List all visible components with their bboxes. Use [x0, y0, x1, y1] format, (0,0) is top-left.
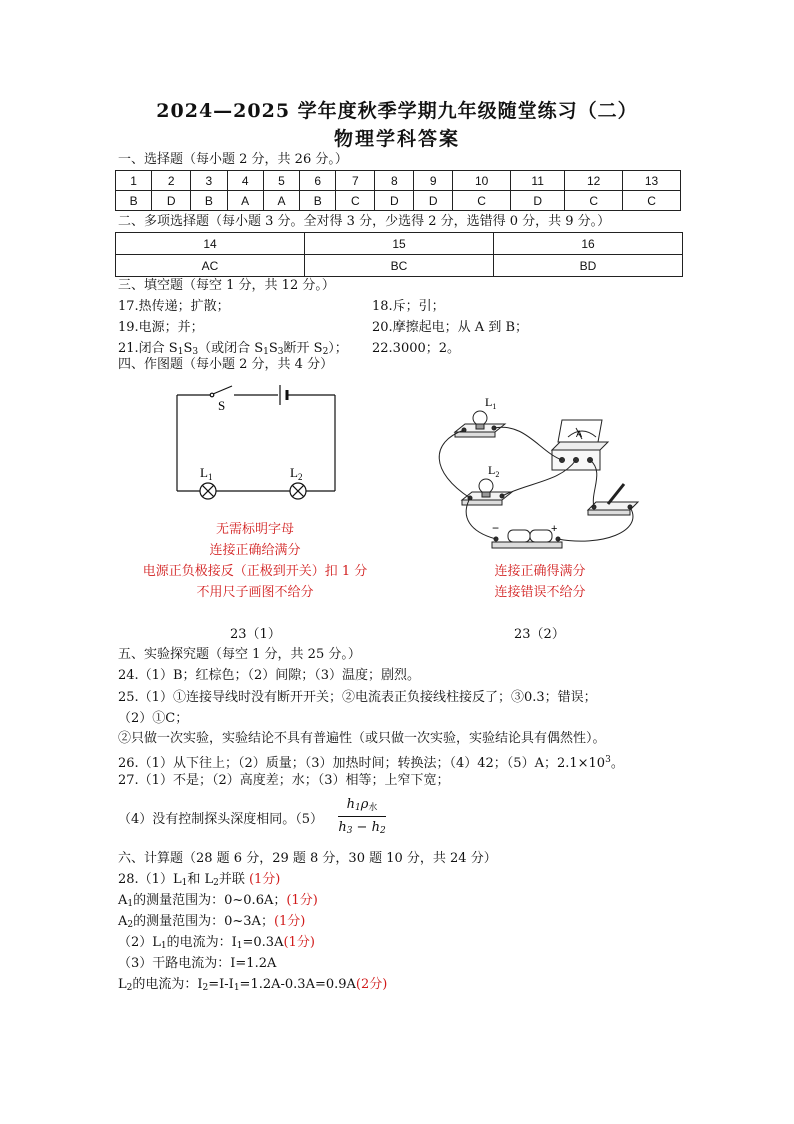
section2-table: [115, 232, 683, 277]
question-number: 7: [336, 171, 375, 191]
answer-cell: C: [623, 191, 681, 211]
question-number: 8: [375, 171, 414, 191]
question-number: 2: [152, 171, 191, 191]
page-subtitle: 物理学科答案: [333, 128, 460, 150]
text-run: =0.3A: [242, 935, 284, 950]
grading-note: 无需标明字母: [215, 522, 294, 537]
section1-number-row: [116, 171, 681, 191]
physical-circuit-23-2: [430, 392, 650, 562]
ammeter-top: [552, 442, 608, 450]
subscript: 1: [263, 347, 269, 357]
battery-cell: [530, 530, 552, 542]
text-run: 的电流为：I: [132, 977, 203, 992]
symbol: h: [338, 820, 347, 835]
answer-q25-line3: ②只做一次实验，实验结论不具有普遍性（或只做一次实验，实验结论具有偶然性）。: [118, 731, 606, 746]
text-run: ）；: [328, 341, 348, 356]
answer-cell: B: [300, 191, 336, 211]
score-mark: (1分): [273, 914, 306, 929]
battery-plus: +: [551, 523, 558, 535]
calc-line-5: （3）干路电流为：I=1.2A: [118, 956, 277, 971]
subscript: 1: [181, 878, 188, 888]
subscript: 2: [322, 347, 329, 357]
lamp1-label: [485, 395, 496, 411]
grading-note: 连接正确得满分: [494, 564, 586, 579]
label-letter: L: [290, 465, 298, 480]
score-mark: (2分): [355, 977, 388, 992]
formula-denominator: [336, 820, 388, 836]
section2-heading: 二、多项选择题（每小题 3 分。全对得 3 分，少选得 2 分，选错得 0 分，共 9 分。）: [118, 214, 611, 229]
answer-cell: D: [414, 191, 453, 211]
text-run: =1.2A-0.3A=0.9A: [239, 977, 356, 992]
ammeter-label: A: [576, 429, 583, 439]
bulb-icon: [473, 411, 487, 425]
text-run: 26.（1）从下往上；（2）质量；（3）加热时间；转换法；（4）42；（5）A；2.1×10: [118, 756, 606, 771]
subscript: 1: [233, 983, 240, 993]
subscript: 2: [127, 920, 134, 930]
text-run: （2）L: [118, 935, 161, 950]
question-number: 16: [494, 233, 683, 255]
subscript: 2: [126, 983, 133, 993]
answer-cell: A: [227, 191, 263, 211]
lamp1-base-side: [455, 432, 495, 437]
bulb-socket: [476, 424, 484, 429]
question-number: 14: [116, 233, 305, 255]
text-run: S: [268, 341, 278, 356]
text-run: 。: [610, 756, 624, 771]
answer-cell: B: [191, 191, 227, 211]
text-run: 并联: [218, 872, 249, 887]
question-number: 11: [511, 171, 565, 191]
score-mark: (1分): [283, 935, 315, 950]
text-run: A: [118, 893, 128, 908]
battery-cell: [508, 530, 530, 542]
score-mark: (1分): [286, 893, 318, 908]
wire: [439, 430, 470, 498]
switch-icon: [608, 484, 624, 504]
answer-q17: 17.热传递；扩散；: [118, 299, 230, 314]
lamp1-label: [200, 465, 212, 482]
grading-note: 不用尺子画图不给分: [196, 585, 314, 600]
answer-cell: D: [152, 191, 191, 211]
question-number: 15: [305, 233, 494, 255]
answer-cell: B: [116, 191, 152, 211]
calc-line-2: [118, 892, 318, 913]
answer-cell: BD: [494, 255, 683, 277]
question-number: 1: [116, 171, 152, 191]
section5-heading: 五、实验探究题（每空 1 分，共 25 分。）: [118, 647, 361, 662]
battery-minus: −: [492, 521, 500, 535]
section1-heading: 一、选择题（每小题 2 分，共 26 分。）: [118, 152, 348, 167]
grading-note: 电源正负极接反（正极到开关）扣 1 分: [142, 564, 368, 579]
subscript: 1: [354, 803, 361, 813]
symbol: ρ: [360, 797, 369, 812]
calc-line-3: [118, 913, 305, 934]
subscript: 3: [277, 347, 284, 357]
answer-cell: BC: [305, 255, 494, 277]
answer-cell: AC: [116, 255, 305, 277]
symbol: − h: [352, 820, 380, 835]
circuit-diagram-23-1: [160, 380, 350, 510]
subscript: 3: [192, 347, 199, 357]
section1-answer-row: [116, 191, 681, 211]
subscript: 1: [160, 941, 167, 951]
question-number: 12: [565, 171, 623, 191]
text-run: =I-I: [208, 977, 234, 992]
subscript: 1: [236, 941, 243, 951]
section4-heading: 四、作图题（每小题 2 分，共 4 分）: [118, 357, 334, 372]
section2-answer-row: [116, 255, 683, 277]
answer-cell: C: [336, 191, 375, 211]
answer-q18: 18.斥；引；: [372, 299, 445, 314]
text-run: S: [183, 341, 193, 356]
text-run: 21.闭合 S: [118, 341, 178, 356]
text-run: 的测量范围为：0~3A；: [133, 914, 274, 929]
question-number: 6: [300, 171, 336, 191]
answer-q25-line2: （2）①C；: [118, 711, 189, 726]
text-run: A: [118, 914, 128, 929]
question-number: 9: [414, 171, 453, 191]
section1-table: [115, 170, 681, 211]
lamp2-label: [488, 463, 499, 479]
question-number: 3: [191, 171, 227, 191]
answer-cell: D: [375, 191, 414, 211]
answer-cell: A: [263, 191, 299, 211]
answer-q26: [118, 751, 624, 773]
subscript: 1: [127, 899, 134, 909]
subscript: 1: [177, 347, 184, 357]
subscript: 2: [202, 983, 209, 993]
text-run: 和 L: [187, 872, 214, 887]
text-run: 28.（1）L: [118, 872, 182, 887]
text-run: 断开 S: [283, 341, 323, 356]
answer-cell: D: [511, 191, 565, 211]
label-letter: L: [488, 463, 496, 477]
diagram-caption: 23（2）: [514, 627, 565, 642]
label-letter: L: [485, 395, 493, 409]
calc-line-6: [118, 976, 387, 997]
switch-label: S: [218, 398, 226, 413]
lamp2-label: [290, 465, 302, 482]
subscript: 3: [346, 826, 353, 836]
answer-q24: 24.（1）B；红棕色；（2）间隙；（3）温度；剧烈。: [118, 668, 421, 683]
answer-q27-line2: （4）没有控制探头深度相同。（5）: [118, 812, 324, 827]
grading-note: 连接错误不给分: [494, 585, 586, 600]
text-run: L: [118, 977, 127, 992]
subscript: 水: [368, 803, 378, 813]
label-subscript: 2: [495, 470, 500, 479]
superscript: 3: [605, 755, 611, 765]
question-number: 10: [453, 171, 511, 191]
answer-q27-line1: 27.（1）不是；（2）高度差；水；（3）相等；上窄下宽；: [118, 773, 450, 788]
calc-line-1: [118, 871, 280, 892]
diagram-caption: 23（1）: [230, 627, 281, 642]
subscript: 2: [379, 826, 386, 836]
score-mark: (1分): [248, 872, 281, 887]
question-number: 4: [227, 171, 263, 191]
bulb-icon: [479, 479, 493, 493]
label-subscript: 1: [492, 402, 497, 411]
label-letter: L: [200, 465, 208, 480]
switch-icon: [213, 386, 232, 394]
subscript: 2: [213, 878, 219, 888]
section6-heading: 六、计算题（28 题 6 分，29 题 8 分，30 题 10 分，共 24 分）: [118, 851, 497, 866]
text-run: （或闭合 S: [198, 341, 264, 356]
symbol: h: [346, 797, 355, 812]
answer-q19: 19.电源；并；: [118, 320, 204, 335]
answer-q25-line1: 25.（1）①连接导线时没有断开开关；②电流表正负接线柱接反了；③0.3；错误；: [118, 690, 597, 705]
fraction-bar: [338, 816, 386, 817]
answer-q22: 22.3000；2。: [372, 341, 461, 356]
calc-line-4: [118, 934, 315, 955]
question-number: 13: [623, 171, 681, 191]
label-subscript: 2: [297, 472, 303, 482]
section2-number-row: [116, 233, 683, 255]
answer-cell: C: [565, 191, 623, 211]
section3-heading: 三、填空题（每空 1 分，共 12 分。）: [118, 278, 335, 293]
switch-base-side: [588, 510, 630, 515]
formula-numerator: [338, 797, 386, 813]
answer-q20: 20.摩擦起电；从 A 到 B；: [372, 320, 529, 335]
battery-base: [492, 542, 562, 548]
page-title: 2024—2025 学年度秋季学期九年级随堂练习（二）: [156, 100, 638, 122]
bulb-socket: [482, 492, 490, 497]
text-run: 的测量范围为：0~0.6A；: [133, 893, 287, 908]
grading-note: 连接正确给满分: [209, 543, 301, 558]
label-subscript: 1: [207, 472, 213, 482]
answer-cell: C: [453, 191, 511, 211]
question-number: 5: [263, 171, 299, 191]
text-run: 的电流为：I: [166, 935, 237, 950]
